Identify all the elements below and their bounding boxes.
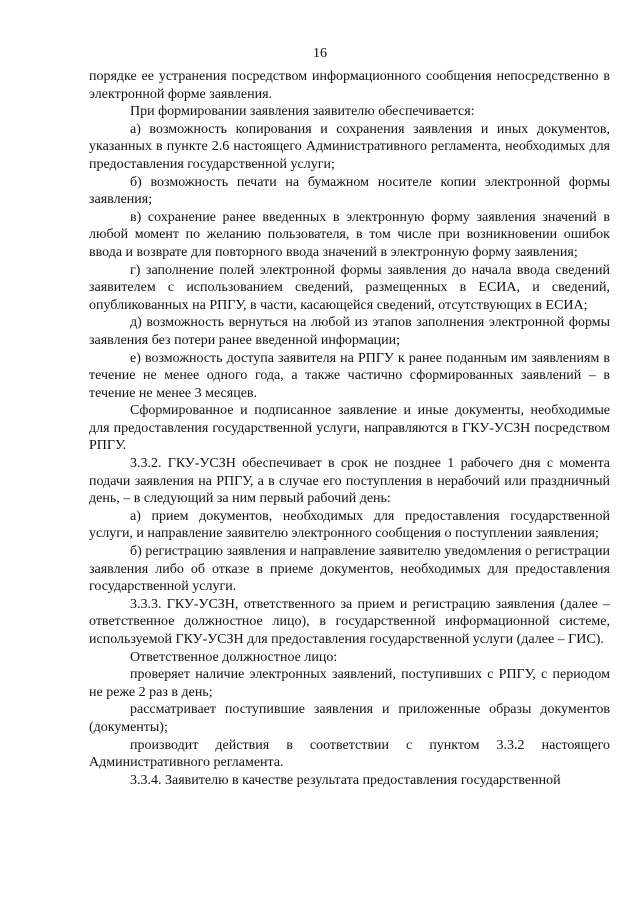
paragraph: б) регистрацию заявления и направление заявителю уведомления о регистрации заявления либо об отказе в приеме документов, необходимых для предоставления государственной услуги. xyxy=(89,544,610,595)
paragraph: 3.3.4. Заявителю в качестве результата предоставления государственной xyxy=(130,772,561,788)
paragraph: г) заполнение полей электронной формы заявления до начала ввода сведений заявителем с использованием сведений, размещенных в ЕСИА, и сведений, опубликованных на РПГУ, в части, касающейся сведений, отсутствующих в ЕСИА; xyxy=(89,262,610,313)
paragraph: 3.3.3. ГКУ-УСЗН, ответственного за прием и регистрацию заявления (далее – ответственное должностное лицо), в государственной информационной системе, используемой ГКУ-УСЗН для предоставления государственной услуги (далее – ГИС). xyxy=(89,596,610,647)
paragraph: а) прием документов, необходимых для предоставления государственной услуги, и направление заявителю электронного сообщения о поступлении заявления; xyxy=(89,508,610,542)
paragraph: Сформированное и подписанное заявление и иные документы, необходимые для предоставления государственной услуги, направляются в ГКУ-УСЗН посредством РПГУ. xyxy=(89,403,610,454)
paragraph: е) возможность доступа заявителя на РПГУ к ранее поданным им заявлениям в течение не менее одного года, а также частично сформированных заявлений – в течение не менее 3 месяцев. xyxy=(89,350,610,401)
paragraph: Ответственное должностное лицо: xyxy=(130,649,338,665)
document-body xyxy=(89,68,610,789)
paragraph: б) возможность печати на бумажном носителе копии электронной формы заявления; xyxy=(89,174,610,208)
paragraph: При формировании заявления заявителю обеспечивается: xyxy=(130,104,475,120)
paragraph: проверяет наличие электронных заявлений, поступивших с РПГУ, с периодом не реже 2 раз в день; xyxy=(89,667,610,700)
paragraph: порядке ее устранения посредством информационного сообщения непосредственно в электронной форме заявления. xyxy=(89,69,610,102)
paragraph: производит действия в соответствии с пунктом 3.3.2 настоящего Административного регламента. xyxy=(89,737,610,771)
paragraph: 3.3.2. ГКУ-УСЗН обеспечивает в срок не позднее 1 рабочего дня с момента подачи заявления на РПГУ, а в случае его поступления в нерабочий или праздничный день, – в следующий за ним первый рабочий день: xyxy=(89,456,610,507)
page-number: 16 xyxy=(313,46,327,61)
paragraph: в) сохранение ранее введенных в электронную форму заявления значений в любой момент по желанию пользователя, в том числе при возникновении ошибок ввода и возврате для повторного ввода значений в электронную форму заявления; xyxy=(89,209,610,260)
paragraph: д) возможность вернуться на любой из этапов заполнения электронной формы заявления без потери ранее введенной информации; xyxy=(89,315,610,348)
paragraph: а) возможность копирования и сохранения заявления и иных документов, указанных в пункте 2.6 настоящего Административного регламента, необходимых для предоставления государственной услуги; xyxy=(89,121,610,172)
paragraph: рассматривает поступившие заявления и приложенные образы документов (документы); xyxy=(89,702,610,735)
